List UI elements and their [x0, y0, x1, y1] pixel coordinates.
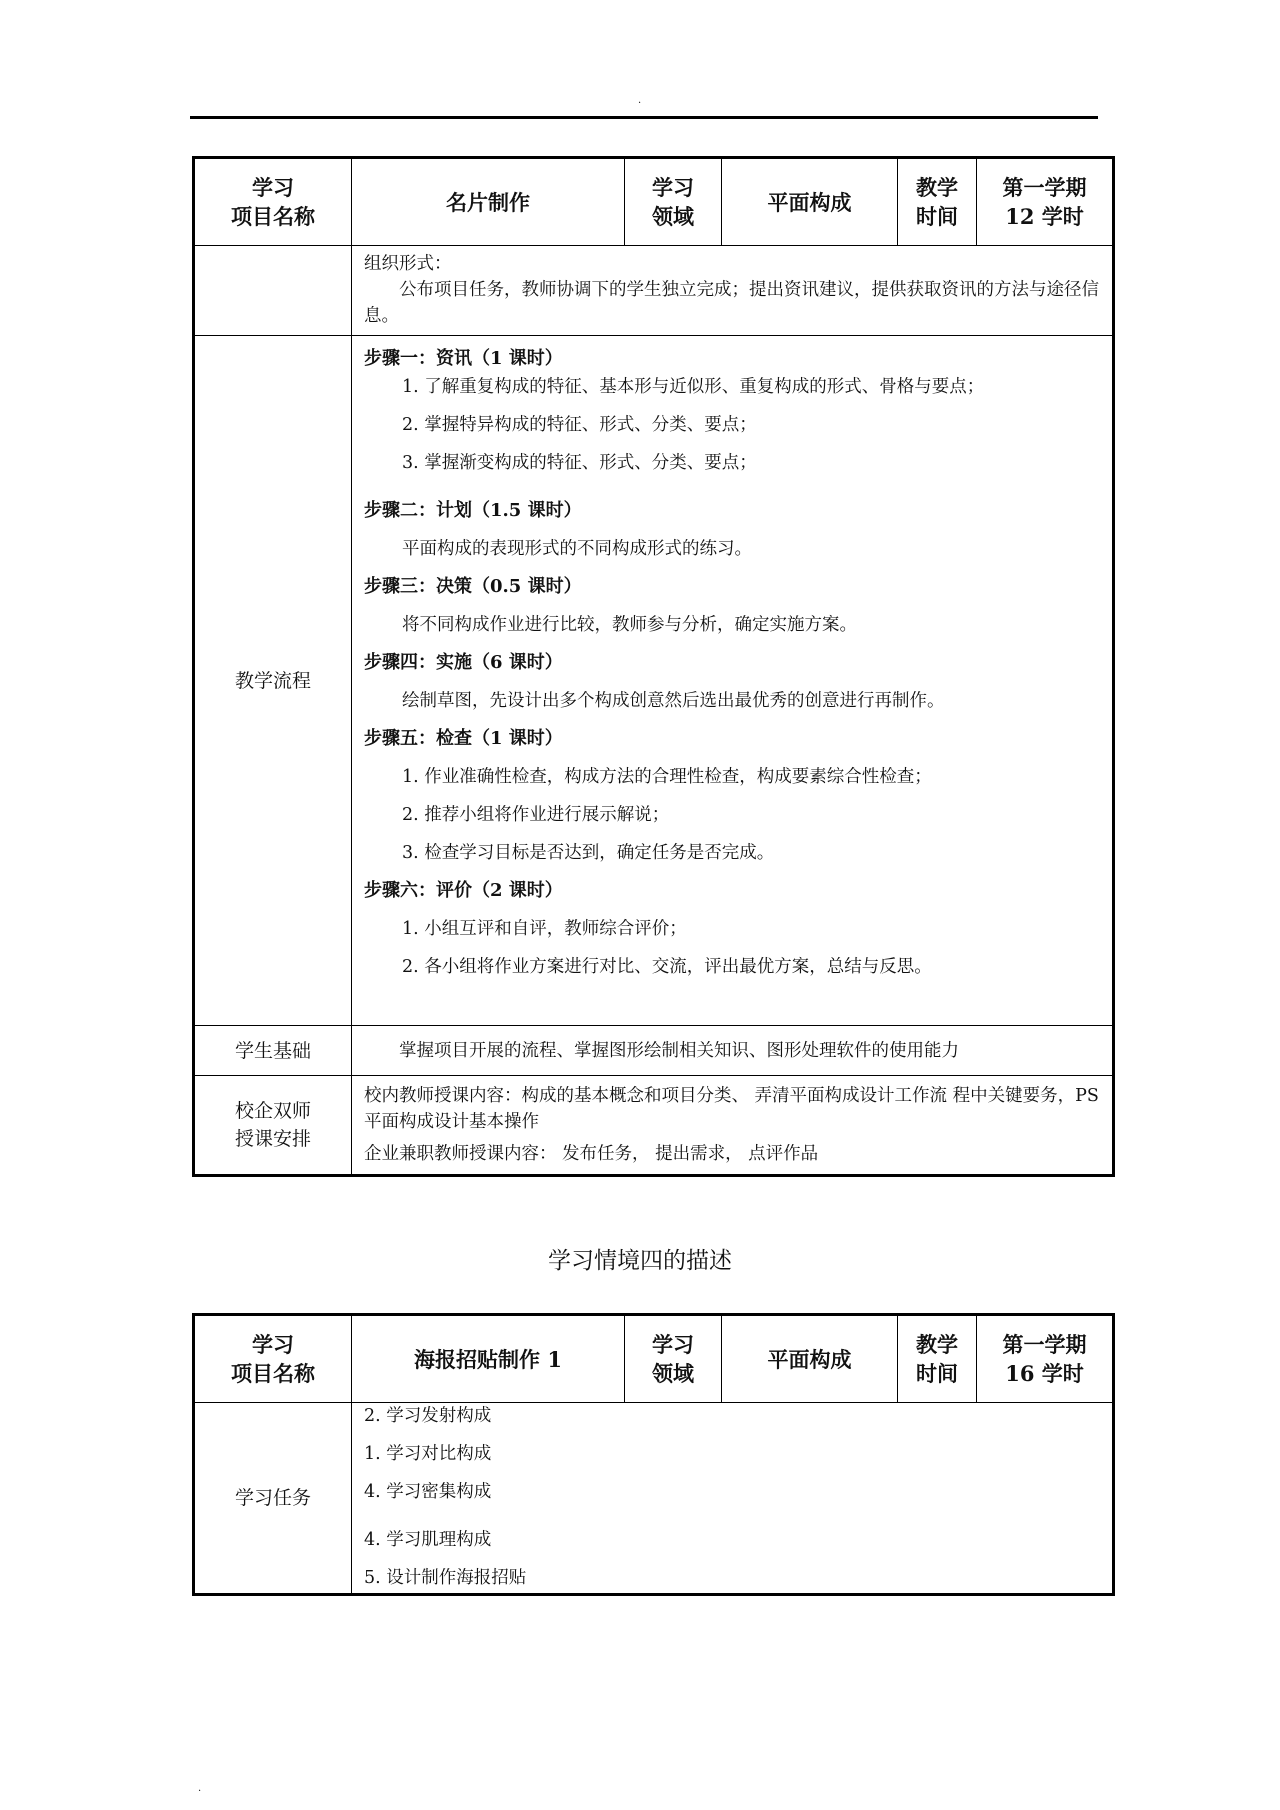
- label-teaching-time: [898, 158, 977, 246]
- label-domain: [625, 1315, 722, 1403]
- dual-teacher-content: [352, 1076, 1114, 1176]
- step-1-item-1: 1. 了解重复构成的特征、基本形与近似形、重复构成的形式、骨格与要点；: [402, 377, 985, 397]
- label-domain-text: 学习 领域: [652, 1332, 694, 1386]
- domain-value: 平面构成: [767, 189, 852, 215]
- header-rule: [190, 116, 1098, 119]
- step-6-item-1: 1. 小组互评和自评，教师综合评价；: [402, 919, 687, 939]
- label-project-name: [194, 1315, 352, 1403]
- step-5-item-3: 3. 检查学习目标是否达到，确定任务是否完成。: [402, 843, 775, 863]
- learning-tasks-label-cell: [194, 1403, 352, 1595]
- student-basis-label: 学生基础: [234, 1039, 311, 1062]
- table-header-row: [194, 158, 1114, 246]
- step-1-item-2: 2. 掌握特异构成的特征、形式、分类、要点；: [402, 415, 757, 435]
- task-item: 1. 学习对比构成: [364, 1444, 492, 1464]
- step-1-title: 步骤一：资讯（1 课时）: [364, 348, 563, 369]
- task-item: 4. 学习密集构成: [364, 1482, 492, 1502]
- table-header-row: [194, 1315, 1114, 1403]
- step-1-item-3: 3. 掌握渐变构成的特征、形式、分类、要点；: [402, 453, 757, 473]
- step-4-item-1: 绘制草图，先设计出多个构成创意然后选出最优秀的创意进行再制作。: [402, 691, 945, 711]
- organization-row: [194, 246, 1114, 336]
- step-2-title: 步骤二：计划（1.5 课时）: [364, 500, 582, 521]
- step-6-item-2: 2. 各小组将作业方案进行对比、交流，评出最优方案，总结与反思。: [402, 957, 932, 977]
- learning-tasks-row: [194, 1403, 1114, 1595]
- step-6-title: 步骤六：评价（2 课时）: [364, 880, 563, 901]
- teaching-time-value: 第一学期 16 学时: [1002, 1332, 1087, 1386]
- section-title: 学习情境四的描述: [548, 1248, 732, 1274]
- project-table-poster: [192, 1313, 1115, 1596]
- step-4-title: 步骤四：实施（6 课时）: [364, 652, 563, 673]
- label-teaching-time: [898, 1315, 977, 1403]
- learning-tasks-content: [352, 1403, 1114, 1595]
- dual-teacher-label: 校企双师 授课安排: [234, 1100, 311, 1150]
- page-footer-mark: .: [198, 1783, 202, 1794]
- page-header-mark: .: [638, 95, 642, 106]
- teaching-time-cell: [977, 1315, 1114, 1403]
- label-project-name-text: 学习 项目名称: [231, 175, 315, 229]
- organization-title: 组织形式：: [364, 253, 452, 274]
- task-item: 4. 学习肌理构成: [364, 1530, 492, 1550]
- label-domain: [625, 158, 722, 246]
- label-teaching-time-text: 教学 时间: [916, 175, 958, 229]
- dual-teacher-label-cell: [194, 1076, 352, 1176]
- step-2-item-1: 平面构成的表现形式的不同构成形式的练习。: [402, 539, 752, 559]
- project-name: 海报招贴制作 1: [414, 1346, 562, 1372]
- task-item: 2. 学习发射构成: [364, 1406, 492, 1426]
- step-3-title: 步骤三：决策（0.5 课时）: [364, 576, 582, 597]
- teaching-flow-row: [194, 336, 1114, 1026]
- teaching-flow-label: 教学流程: [234, 669, 311, 692]
- teaching-flow-content: [352, 336, 1114, 1026]
- label-project-name: [194, 158, 352, 246]
- student-basis-row: [194, 1026, 1114, 1076]
- domain-value: 平面构成: [767, 1346, 852, 1372]
- teaching-time-value: 第一学期 12 学时: [1002, 175, 1087, 229]
- step-5-title: 步骤五：检查（1 课时）: [364, 728, 563, 749]
- organization-text: 公布项目任务，教师协调下的学生独立完成；提出资讯建议，提供获取资讯的方法与途径信息。: [364, 279, 1099, 326]
- label-domain-text: 学习 领域: [652, 175, 694, 229]
- step-3-item-1: 将不同构成作业进行比较，教师参与分析，确定实施方案。: [402, 615, 857, 635]
- teaching-flow-label-cell: [194, 336, 352, 1026]
- label-teaching-time-text: 教学 时间: [916, 1332, 958, 1386]
- step-5-item-1: 1. 作业准确性检查，构成方法的合理性检查，构成要素综合性检查；: [402, 767, 932, 787]
- student-basis-label-cell: [194, 1026, 352, 1076]
- dual-teacher-row: [194, 1076, 1114, 1176]
- dual-teacher-enterprise-line: 企业兼职教师授课内容： 发布任务， 提出需求， 点评作品: [364, 1144, 819, 1164]
- learning-tasks-label: 学习任务: [234, 1487, 311, 1509]
- organization-content: [352, 246, 1114, 336]
- project-table-business-card: [192, 156, 1115, 1177]
- organization-label-cell: [194, 246, 352, 336]
- student-basis-content: [352, 1026, 1114, 1076]
- project-name: 名片制作: [446, 189, 530, 215]
- dual-teacher-school-line: 校内教师授课内容：构成的基本概念和项目分类、 弄清平面构成设计工作流 程中关键要务，PS 平面构成设计基本操作: [364, 1086, 1099, 1132]
- student-basis-text: 掌握项目开展的流程、掌握图形绘制相关知识、图形处理软件的使用能力: [399, 1040, 959, 1061]
- domain-cell: [722, 1315, 898, 1403]
- teaching-time-cell: [977, 158, 1114, 246]
- domain-cell: [722, 158, 898, 246]
- task-item: 5. 设计制作海报招贴: [364, 1568, 527, 1588]
- project-name-cell: [352, 1315, 625, 1403]
- step-5-item-2: 2. 推荐小组将作业进行展示解说；: [402, 805, 670, 825]
- project-name-cell: [352, 158, 625, 246]
- label-project-name-text: 学习 项目名称: [231, 1332, 315, 1386]
